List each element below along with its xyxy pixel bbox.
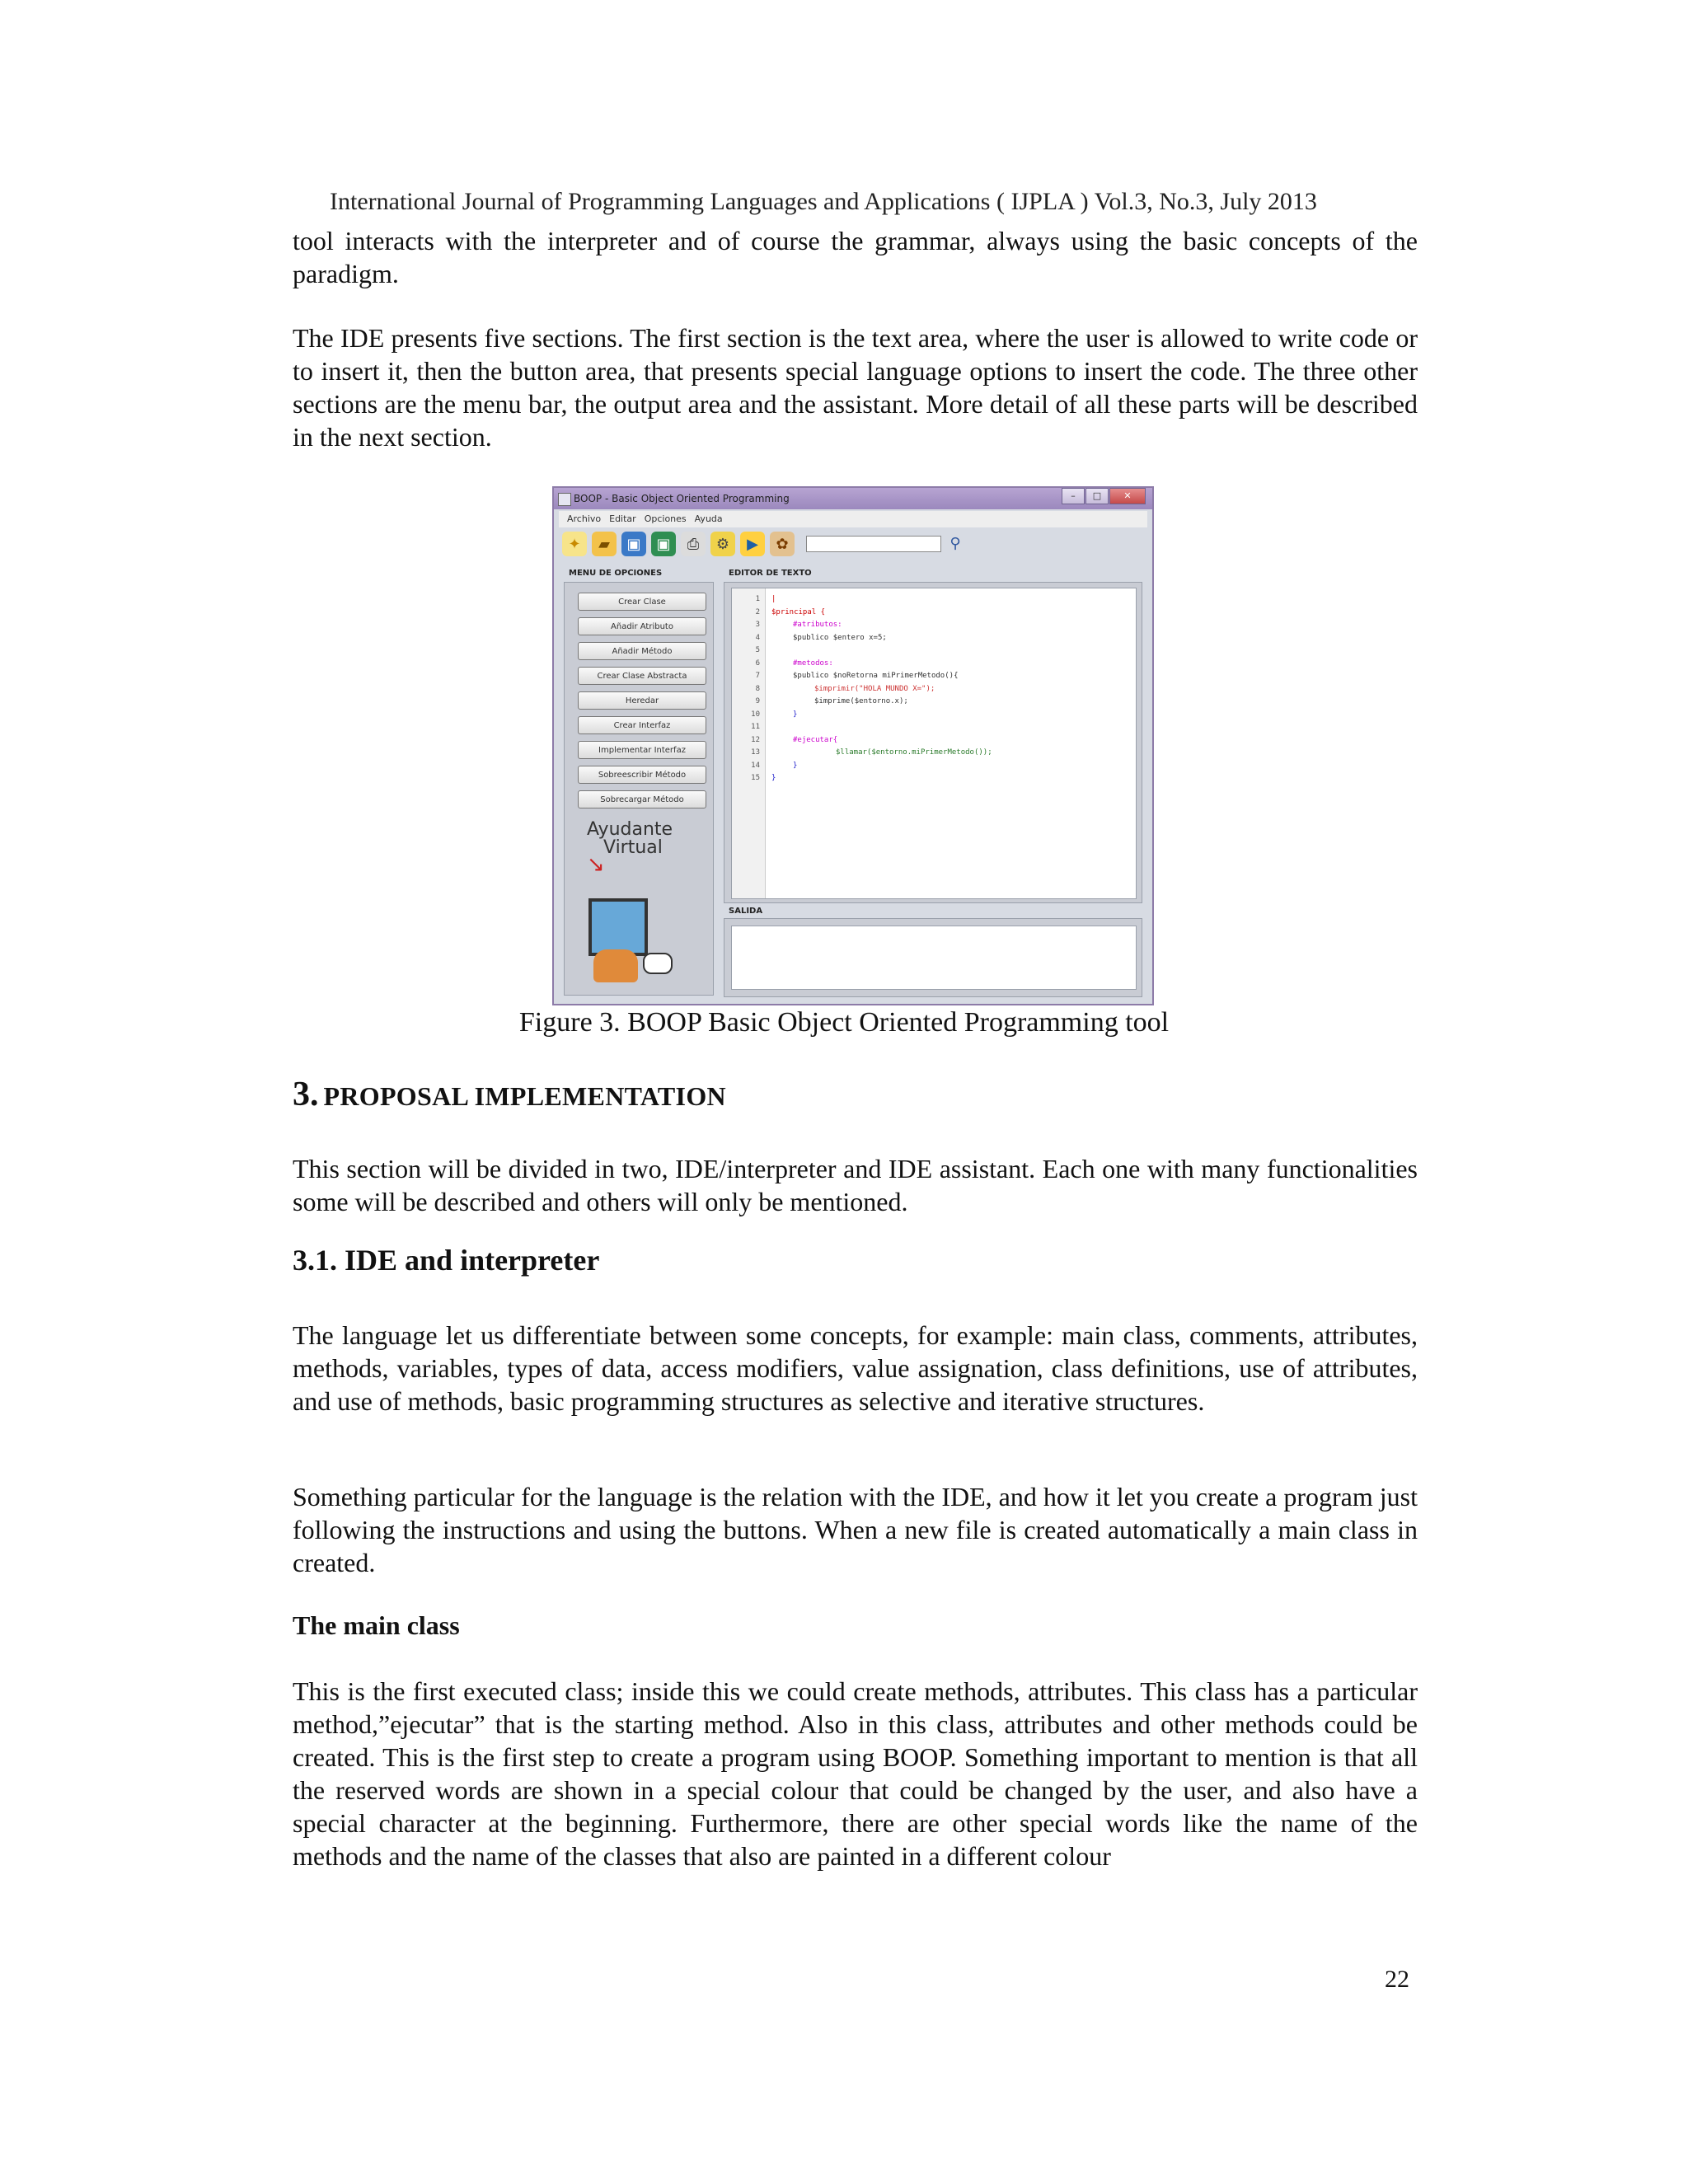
new-file-icon[interactable]: ✦ xyxy=(562,532,587,556)
menu-opciones[interactable]: Opciones xyxy=(644,513,687,524)
implementar-interfaz-button[interactable]: Implementar Interfaz xyxy=(578,741,706,759)
output-panel xyxy=(724,918,1142,997)
code-line: } xyxy=(771,774,776,782)
print-icon[interactable]: ⎙ xyxy=(681,532,706,556)
save-as-icon[interactable]: ▣ xyxy=(651,532,676,556)
minimize-icon[interactable]: – xyxy=(1062,488,1085,504)
section-title: PROPOSAL IMPLEMENTATION xyxy=(323,1081,726,1111)
menu-editar[interactable]: Editar xyxy=(609,513,636,524)
crear-interfaz-button[interactable]: Crear Interfaz xyxy=(578,716,706,734)
code-line: $publico $entero x=5; xyxy=(793,633,887,642)
line-number: 3 xyxy=(755,621,760,629)
maximize-icon[interactable]: □ xyxy=(1085,488,1109,504)
code-line: $llamar($entorno.miPrimerMetodo()); xyxy=(836,748,992,757)
paragraph-section-overview: This section will be divided in two, IDE/interpreter and IDE assistant. Each one with many functionalities some will be described and others will only be mentioned. xyxy=(293,1154,1418,1216)
anadir-metodo-button[interactable]: Añadir Método xyxy=(578,642,706,660)
menu-ayuda[interactable]: Ayuda xyxy=(694,513,723,524)
paragraph-language-concepts: The language let us differentiate between some concepts, for example: main class, comments, attributes, methods, variables, types of data, access modifiers, value assignation, class definitions, use of attributes, and use of methods, basic programming structures as selective and iterative structures. xyxy=(293,1320,1418,1416)
paragraph-ide-sections: The IDE presents five sections. The first section is the text area, where the user is allowed to write code or to insert it, then the button area, that presents special language options to insert the code. The three other sections are the menu bar, the output area and the assistant. More detail of all these parts will be described in the next section. xyxy=(293,323,1418,452)
code-line: $imprime($entorno.x); xyxy=(814,697,908,705)
heredar-button[interactable]: Heredar xyxy=(578,691,706,710)
editor-panel-label: EDITOR DE TEXTO xyxy=(729,569,812,578)
line-number: 2 xyxy=(755,607,760,616)
output-panel-label: SALIDA xyxy=(729,907,763,916)
line-number: 7 xyxy=(755,672,760,680)
crear-clase-button[interactable]: Crear Clase xyxy=(578,593,706,611)
editor-panel xyxy=(724,582,1142,903)
subsection-heading: 3.1. IDE and interpreter xyxy=(293,1244,600,1277)
page-number: 22 xyxy=(1385,1966,1409,1993)
paragraph-intro-continued: tool interacts with the interpreter and of course the grammar, always using the basic concepts of the paradigm. xyxy=(293,226,1418,288)
code-editor[interactable] xyxy=(731,588,1137,899)
open-folder-icon[interactable]: ▰ xyxy=(592,532,617,556)
line-number: 6 xyxy=(755,658,760,668)
app-icon xyxy=(558,493,571,506)
search-input[interactable] xyxy=(806,536,941,552)
line-number: 1 xyxy=(755,595,760,603)
code-line: #metodos: xyxy=(793,658,833,668)
window-titlebar xyxy=(554,488,1152,509)
line-number-gutter xyxy=(732,588,766,898)
sobreescribir-metodo-button[interactable]: Sobreescribir Método xyxy=(578,766,706,784)
figure-caption: Figure 3. BOOP Basic Object Oriented Programming tool xyxy=(518,1007,1170,1038)
code-line: $principal { xyxy=(771,607,826,616)
assistant-character-icon xyxy=(593,949,638,982)
window-title: BOOP - Basic Object Oriented Programming xyxy=(574,493,790,504)
options-panel-label: MENU DE OPCIONES xyxy=(569,569,663,578)
paragraph-main-class: This is the first executed class; inside this we could create methods, attributes. This class has a particular method,”ejecutar” that is the starting method. Also in this class, attributes and other methods could be created. This is the first step to create a program using BOOP. Something important to mention is that all the reserved words are shown in a special colour that could be changed by the user, and also have a special character at the beginning. Furthermore, there are other special words like the name of the methods and the name of the classes that also are painted in a different colour xyxy=(293,1676,1418,1871)
save-icon[interactable]: ▣ xyxy=(621,532,646,556)
paragraph-ide-relation: Something particular for the language is the relation with the IDE, and how it let you create a program just following the instructions and using the buttons. When a new file is created automatically a main class in created. xyxy=(293,1482,1418,1577)
run-icon[interactable]: ▶ xyxy=(740,532,765,556)
assistant-line-1: Ayudante xyxy=(587,819,673,840)
toolbar xyxy=(562,529,964,559)
line-number: 11 xyxy=(751,723,760,731)
crear-clase-abstracta-button[interactable]: Crear Clase Abstracta xyxy=(578,667,706,685)
code-line: } xyxy=(793,761,798,770)
assistant-line-2: Virtual xyxy=(603,837,663,858)
assistant-arrow-icon: ↘ xyxy=(587,852,605,877)
section-heading xyxy=(293,1075,726,1114)
line-number: 5 xyxy=(755,646,760,654)
code-line: #atributos: xyxy=(793,621,842,629)
line-number: 13 xyxy=(751,748,760,757)
search-icon[interactable]: ⚲ xyxy=(950,535,961,552)
line-number: 15 xyxy=(751,774,760,782)
code-line: } xyxy=(793,710,798,719)
output-area[interactable] xyxy=(731,926,1137,990)
line-number: 8 xyxy=(755,684,760,693)
anadir-atributo-button[interactable]: Añadir Atributo xyxy=(578,617,706,635)
code-line: | xyxy=(771,595,776,603)
menu-bar xyxy=(559,511,1147,527)
line-number: 4 xyxy=(755,633,760,642)
code-line: $publico $noRetorna miPrimerMetodo(){ xyxy=(793,672,959,680)
compile-icon[interactable]: ⚙ xyxy=(710,532,735,556)
sobrecargar-metodo-button[interactable]: Sobrecargar Método xyxy=(578,790,706,808)
line-number: 14 xyxy=(751,761,760,770)
line-number: 10 xyxy=(751,710,760,719)
code-line: #ejecutar{ xyxy=(793,735,838,744)
assistant-hand-icon xyxy=(643,953,673,974)
code-line: $imprimir("HOLA MUNDO X="); xyxy=(814,684,935,693)
boop-screenshot-figure xyxy=(552,486,1154,1005)
section-number: 3. xyxy=(293,1076,319,1113)
main-class-heading: The main class xyxy=(293,1610,460,1640)
line-number: 9 xyxy=(755,697,760,705)
palette-icon[interactable]: ✿ xyxy=(770,532,795,556)
journal-header: International Journal of Programming Languages and Applications ( IJPLA ) Vol.3, No.3, July 2013 xyxy=(330,188,1317,215)
menu-archivo[interactable]: Archivo xyxy=(567,513,602,524)
assistant-monitor-icon[interactable] xyxy=(588,898,648,956)
line-number: 12 xyxy=(751,735,760,744)
close-icon[interactable]: ✕ xyxy=(1109,488,1146,504)
